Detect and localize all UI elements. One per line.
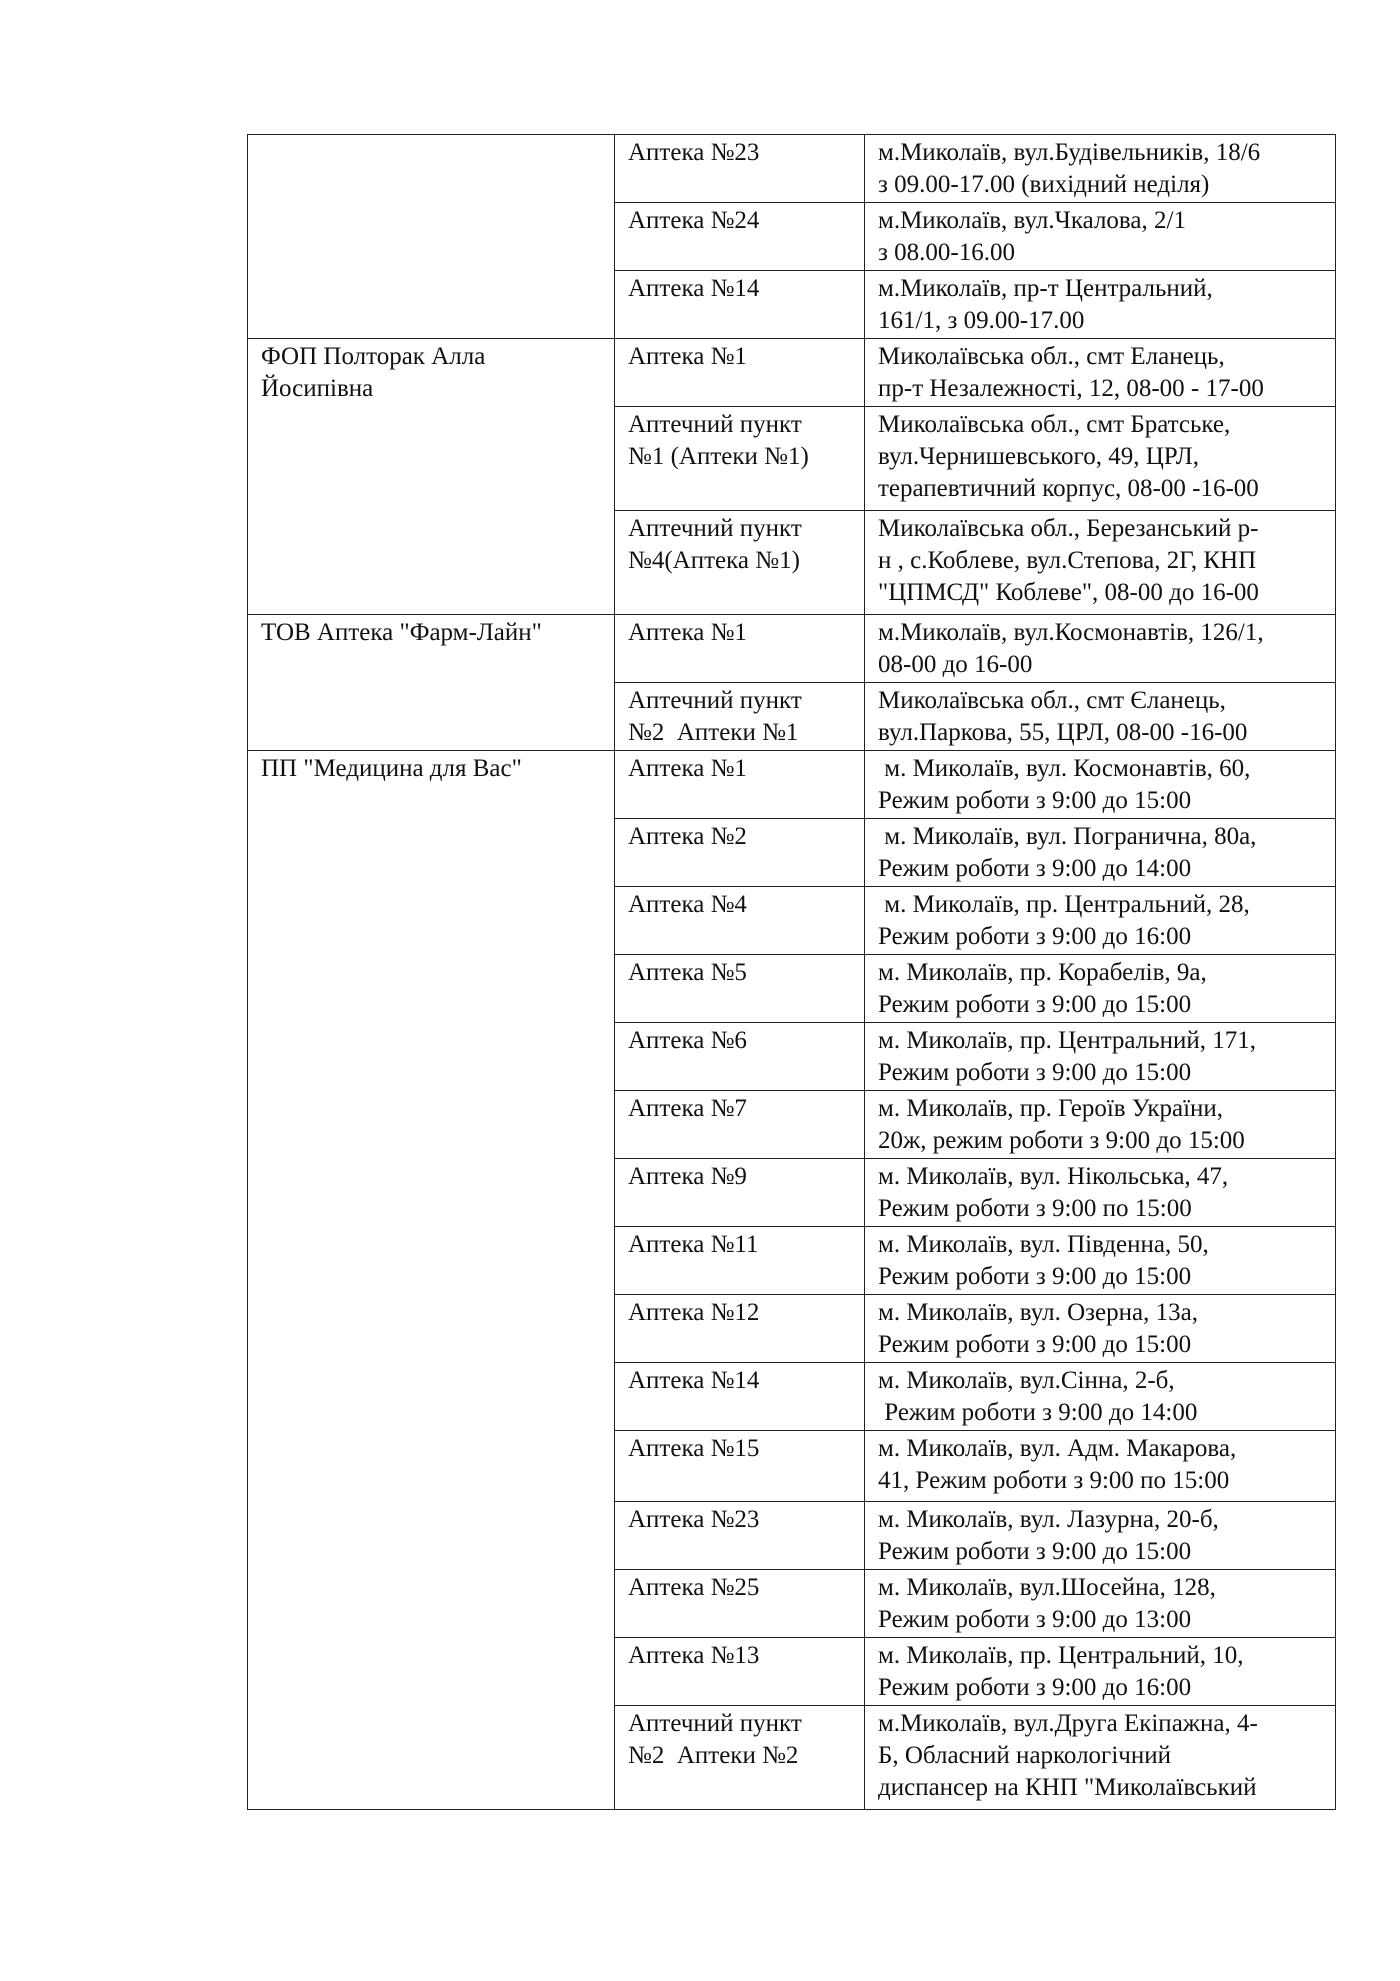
pharmacy-name-cell: Аптечний пункт №1 (Аптеки №1) (615, 407, 865, 511)
pharmacy-address-cell: Миколаївська обл., Березанський р- н , с.Коблеве, вул.Степова, 2Г, КНП "ЦПМСД" Коблеве", 08-00 до 16-00 (865, 511, 1336, 615)
pharmacy-name-cell: Аптечний пункт №2 Аптеки №2 (615, 1706, 865, 1810)
pharmacy-address-cell: м.Миколаїв, вул.Будівельників, 18/6 з 09.00-17.00 (вихідний неділя) (865, 135, 1336, 203)
organization-cell (248, 135, 615, 339)
pharmacy-address-cell: Миколаївська обл., смт Братське, вул.Чернишевського, 49, ЦРЛ, терапевтичний корпус, 08-00 -16-00 (865, 407, 1336, 511)
pharmacy-name-cell: Аптека №1 (615, 615, 865, 683)
pharmacy-name-cell: Аптека №23 (615, 135, 865, 203)
pharmacy-name-cell: Аптека №23 (615, 1502, 865, 1570)
organization-cell: ТОВ Аптека "Фарм-Лайн" (248, 615, 615, 751)
pharmacy-address-cell: м. Миколаїв, вул.Сінна, 2-б, Режим роботи з 9:00 до 14:00 (865, 1363, 1336, 1431)
pharmacy-address-cell: Миколаївська обл., смт Еланець, пр-т Незалежності, 12, 08-00 - 17-00 (865, 339, 1336, 407)
pharmacy-address-cell: м. Миколаїв, пр. Центральний, 171, Режим роботи з 9:00 до 15:00 (865, 1023, 1336, 1091)
pharmacy-address-cell: м. Миколаїв, вул. Лазурна, 20-б, Режим роботи з 9:00 до 15:00 (865, 1502, 1336, 1570)
organization-cell: ПП "Медицина для Вас" (248, 751, 615, 1810)
pharmacy-name-cell: Аптека №7 (615, 1091, 865, 1159)
table-row (248, 615, 1336, 683)
pharmacy-address-cell: м. Миколаїв, вул. Південна, 50, Режим роботи з 9:00 до 15:00 (865, 1227, 1336, 1295)
pharmacy-address-cell: м.Миколаїв, вул.Друга Екіпажна, 4- Б, Обласний наркологічний диспансер на КНП "Миколаївський (865, 1706, 1336, 1810)
pharmacy-address-cell: м. Миколаїв, вул. Адм. Макарова, 41, Режим роботи з 9:00 по 15:00 (865, 1431, 1336, 1502)
pharmacy-name-cell: Аптека №6 (615, 1023, 865, 1091)
pharmacy-address-cell: м.Миколаїв, вул.Чкалова, 2/1 з 08.00-16.00 (865, 203, 1336, 271)
pharmacy-name-cell: Аптека №14 (615, 1363, 865, 1431)
pharmacy-address-cell: м. Миколаїв, вул. Космонавтів, 60, Режим роботи з 9:00 до 15:00 (865, 751, 1336, 819)
pharmacy-name-cell: Аптека №24 (615, 203, 865, 271)
pharmacy-name-cell: Аптека №4 (615, 887, 865, 955)
pharmacy-address-cell: м. Миколаїв, пр. Центральний, 28, Режим роботи з 9:00 до 16:00 (865, 887, 1336, 955)
pharmacy-name-cell: Аптечний пункт №2 Аптеки №1 (615, 683, 865, 751)
pharmacy-name-cell: Аптека №1 (615, 339, 865, 407)
pharmacy-address-cell: м.Миколаїв, вул.Космонавтів, 126/1, 08-00 до 16-00 (865, 615, 1336, 683)
table-row (248, 135, 1336, 203)
pharmacy-address-cell: м. Миколаїв, вул. Озерна, 13а, Режим роботи з 9:00 до 15:00 (865, 1295, 1336, 1363)
pharmacy-address-cell: м.Миколаїв, пр-т Центральний, 161/1, з 09.00-17.00 (865, 271, 1336, 339)
pharmacy-name-cell: Аптека №25 (615, 1570, 865, 1638)
pharmacy-name-cell: Аптека №2 (615, 819, 865, 887)
pharmacy-name-cell: Аптека №13 (615, 1638, 865, 1706)
pharmacy-address-cell: м. Миколаїв, пр. Героїв України, 20ж, режим роботи з 9:00 до 15:00 (865, 1091, 1336, 1159)
pharmacy-name-cell: Аптека №14 (615, 271, 865, 339)
pharmacy-name-cell: Аптека №12 (615, 1295, 865, 1363)
pharmacy-address-cell: м. Миколаїв, вул. Погранична, 80а, Режим роботи з 9:00 до 14:00 (865, 819, 1336, 887)
pharmacy-name-cell: Аптека №15 (615, 1431, 865, 1502)
pharmacy-name-cell: Аптека №11 (615, 1227, 865, 1295)
table-row (248, 339, 1336, 407)
pharmacy-table (247, 134, 1336, 1810)
pharmacy-table-body (248, 135, 1336, 1810)
pharmacy-name-cell: Аптечний пункт №4(Аптека №1) (615, 511, 865, 615)
pharmacy-name-cell: Аптека №1 (615, 751, 865, 819)
pharmacy-name-cell: Аптека №9 (615, 1159, 865, 1227)
pharmacy-name-cell: Аптека №5 (615, 955, 865, 1023)
pharmacy-address-cell: Миколаївська обл., смт Єланець, вул.Паркова, 55, ЦРЛ, 08-00 -16-00 (865, 683, 1336, 751)
pharmacy-address-cell: м. Миколаїв, пр. Центральний, 10, Режим роботи з 9:00 до 16:00 (865, 1638, 1336, 1706)
organization-cell: ФОП Полторак Алла Йосипівна (248, 339, 615, 615)
pharmacy-address-cell: м. Миколаїв, вул.Шосейна, 128, Режим роботи з 9:00 до 13:00 (865, 1570, 1336, 1638)
pharmacy-address-cell: м. Миколаїв, пр. Корабелів, 9а, Режим роботи з 9:00 до 15:00 (865, 955, 1336, 1023)
table-row (248, 751, 1336, 819)
pharmacy-address-cell: м. Миколаїв, вул. Нікольська, 47, Режим роботи з 9:00 по 15:00 (865, 1159, 1336, 1227)
